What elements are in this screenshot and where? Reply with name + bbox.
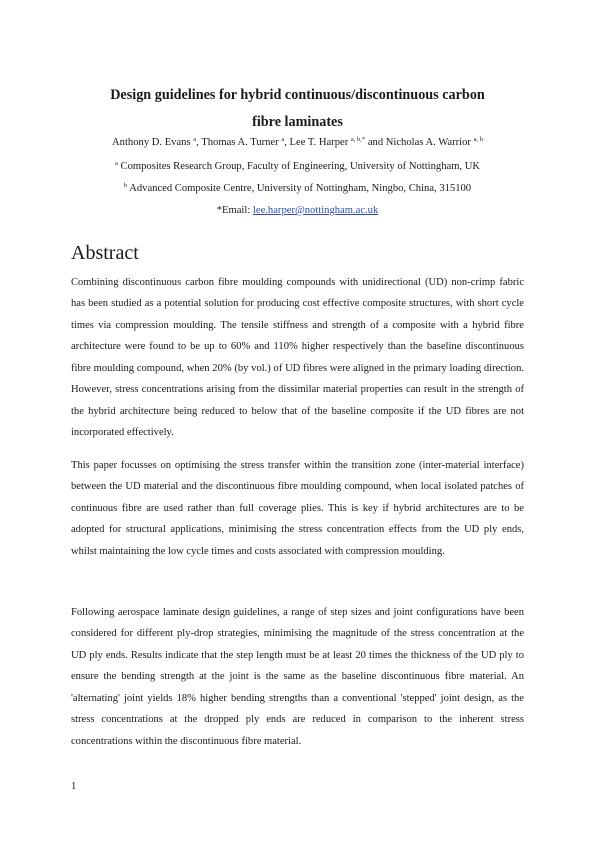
author-name: Thomas A. Turner bbox=[201, 137, 279, 148]
corresponding-author-mark: * bbox=[361, 136, 366, 143]
paper-title-line-1: Design guidelines for hybrid continuous/discontinuous carbon bbox=[110, 87, 485, 103]
affiliation-text: Advanced Composite Centre, University of Nottingham, Ningbo, China, 315100 bbox=[129, 183, 472, 194]
section-heading-abstract: Abstract bbox=[71, 242, 139, 264]
author-affiliation-mark: a bbox=[281, 136, 285, 143]
affiliation-mark: b bbox=[123, 182, 128, 189]
author-affiliation-mark bbox=[351, 136, 365, 143]
author-separator: , bbox=[196, 137, 202, 148]
abstract-paragraph-3: Following aerospace laminate design guidelines, a range of step sizes and joint configurations have been considered for different ply-drop strategies, minimising the magnitude of the stress concentration at the UD ply ends. Results indicate that the step length must be at least 20 times the thickness of the UD ply to ensure the bending strength at the joint is the same as the baseline discontinuous fibre material. An 'alternating' joint yields 18% higher bending strengths than a conventional 'stepped' joint design, as the stress concentrations at the dropped ply ends are reduced in comparison to the inherent stress concentrations within the discontinuous fibre material. bbox=[71, 607, 524, 747]
author-name: Nicholas A. Warrior bbox=[385, 137, 471, 148]
affiliation-mark: a bbox=[114, 160, 118, 167]
corresponding-email bbox=[60, 204, 535, 218]
paper-title-line-2: fibre laminates bbox=[252, 114, 343, 130]
email-label: *Email: bbox=[216, 205, 253, 216]
email-link[interactable]: lee.harper@nottingham.ac.uk bbox=[252, 205, 379, 216]
author-separator: , bbox=[284, 137, 290, 148]
affiliation-a bbox=[60, 160, 535, 174]
author-and: and bbox=[365, 137, 386, 148]
author-affiliation-mark: a, b bbox=[473, 136, 483, 143]
page-number: 1 bbox=[71, 781, 77, 792]
affiliation-text: Composites Research Group, Faculty of Engineering, University of Nottingham, UK bbox=[120, 161, 481, 172]
abstract-paragraph-1: Combining discontinuous carbon fibre moulding compounds with unidirectional (UD) non-crimp fabric has been studied as a potential solution for producing cost effective composite structures, with short cycle times via compression moulding. The tensile stiffness and strength of a composite with a hybrid fibre architecture were found to be up to 60% and 110% higher respectively than the baseline discontinuous fibre moulding compound, when 20% (by vol.) of UD fibres were aligned in the primary loading direction. However, stress concentrations arising from the dissimilar material properties can result in the strength of the hybrid architecture being reduced to below that of the baseline composite if the UD fibres are not incorporated effectively. bbox=[71, 277, 524, 439]
affiliation-b bbox=[60, 182, 535, 196]
abstract-paragraph-2: This paper focusses on optimising the stress transfer within the transition zone (inter-material interface) between the UD material and the discontinuous fibre moulding compound, when local isolated patches of continuous fibre are used rather than full coverage plies. This is key if hybrid architectures are to be adopted for structural applications, minimising the stress concentration effects from the UD ply ends, whilst maintaining the low cycle times and costs associated with compression moulding. bbox=[71, 460, 524, 557]
author-list bbox=[60, 136, 535, 150]
author-affiliation-letters: a, b, bbox=[350, 136, 362, 143]
author-name: Lee T. Harper bbox=[289, 137, 349, 148]
author-name: Anthony D. Evans bbox=[112, 137, 191, 148]
author-affiliation-mark: a bbox=[193, 136, 197, 143]
